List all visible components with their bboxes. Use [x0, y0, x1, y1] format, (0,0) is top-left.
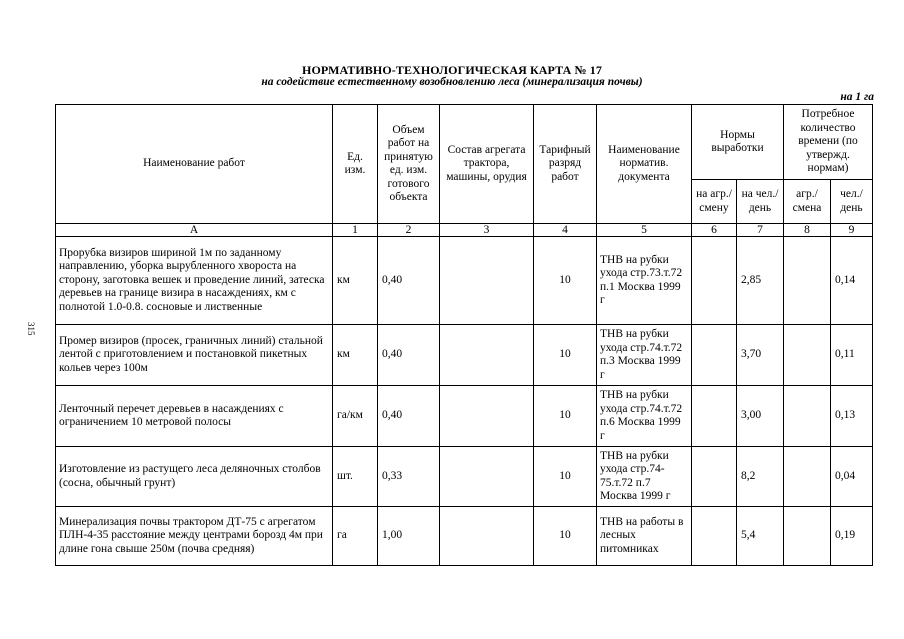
col-header-document: Наименование норматив. документа	[597, 105, 692, 224]
col-header-time: Потребное количество времени (по утвержд. нормам)	[784, 105, 873, 180]
cell-composition	[440, 325, 534, 386]
column-number: А	[56, 224, 333, 237]
cell-unit: га/км	[333, 386, 378, 447]
cell-time-agr	[784, 447, 831, 507]
cell-tariff: 10	[534, 447, 597, 507]
cell-time-man: 0,19	[831, 507, 873, 566]
column-number-row	[56, 224, 873, 237]
cell-document: ТНВ на рубки ухода стр.74.т.72 п.3 Москва 1999 г	[597, 325, 692, 386]
per-unit-label: на 1 га	[840, 91, 874, 103]
column-number: 3	[440, 224, 534, 237]
cell-norm-agr	[692, 507, 737, 566]
cell-volume: 0,40	[378, 237, 440, 325]
column-number: 4	[534, 224, 597, 237]
cell-time-man: 0,11	[831, 325, 873, 386]
cell-work-name: Ленточный перечет деревьев в насаждениях с ограничением 10 метровой полосы	[56, 386, 333, 447]
cell-document: ТНВ на рубки ухода стр.74-75.т.72 п.7 Москва 1999 г	[597, 447, 692, 507]
page-title: НОРМАТИВНО-ТЕХНОЛОГИЧЕСКАЯ КАРТА № 17	[302, 63, 602, 77]
cell-time-agr	[784, 507, 831, 566]
col-header-time-agr: агр./ смена	[784, 180, 831, 224]
cell-norm-man: 5,4	[737, 507, 784, 566]
table-row	[56, 237, 873, 325]
cell-work-name: Изготовление из растущего леса деляночных столбов (сосна, обычный грунт)	[56, 447, 333, 507]
cell-time-man: 0,14	[831, 237, 873, 325]
cell-document: ТНВ на рубки ухода стр.73.т.72 п.1 Москва 1999 г	[597, 237, 692, 325]
col-header-time-man: чел./ день	[831, 180, 873, 224]
cell-norm-agr	[692, 386, 737, 447]
cell-composition	[440, 507, 534, 566]
column-number: 8	[784, 224, 831, 237]
cell-norm-man: 3,00	[737, 386, 784, 447]
cell-volume: 1,00	[378, 507, 440, 566]
col-header-norms-agr: на агр./ смену	[692, 180, 737, 224]
cell-time-agr	[784, 237, 831, 325]
page-subtitle: на содействие естественному возобновлению леса (минерализация почвы)	[261, 76, 643, 88]
header-row	[56, 105, 873, 180]
col-header-composition: Состав агрегата трактора, машины, орудия	[440, 105, 534, 224]
cell-volume: 0,40	[378, 386, 440, 447]
cell-document: ТНВ на работы в лесных питомниках	[597, 507, 692, 566]
cell-unit: га	[333, 507, 378, 566]
cell-tariff: 10	[534, 237, 597, 325]
cell-time-agr	[784, 386, 831, 447]
cell-norm-agr	[692, 325, 737, 386]
cell-composition	[440, 386, 534, 447]
cell-work-name: Минерализация почвы трактором ДТ-75 с агрегатом ПЛН-4-35 расстояние между центрами борозд 4м при длине гона свыше 250м (почва средняя)	[56, 507, 333, 566]
cell-tariff: 10	[534, 507, 597, 566]
cell-volume: 0,33	[378, 447, 440, 507]
cell-time-man: 0,04	[831, 447, 873, 507]
column-number: 7	[737, 224, 784, 237]
col-header-volume: Объем работ на принятую ед. изм. готового объекта	[378, 105, 440, 224]
cell-document: ТНВ на рубки ухода стр.74.т.72 п.6 Москва 1999 г	[597, 386, 692, 447]
table-row	[56, 325, 873, 386]
col-header-norms: Нормы выработки	[692, 105, 784, 180]
cell-composition	[440, 447, 534, 507]
column-number: 9	[831, 224, 873, 237]
col-header-tariff: Тарифный разряд работ	[534, 105, 597, 224]
cell-tariff: 10	[534, 386, 597, 447]
column-number: 6	[692, 224, 737, 237]
table-row	[56, 507, 873, 566]
cell-composition	[440, 237, 534, 325]
col-header-norms-man: на чел./ день	[737, 180, 784, 224]
cell-unit: км	[333, 237, 378, 325]
cell-norm-man: 3,70	[737, 325, 784, 386]
cell-time-agr	[784, 325, 831, 386]
cell-norm-man: 8,2	[737, 447, 784, 507]
norms-table	[55, 104, 873, 566]
table-row	[56, 386, 873, 447]
col-header-unit: Ед. изм.	[333, 105, 378, 224]
table-row	[56, 447, 873, 507]
cell-tariff: 10	[534, 325, 597, 386]
cell-work-name: Промер визиров (просек, граничных линий) стальной лентой с приготовлением и постановкой пикетных кольев через 100м	[56, 325, 333, 386]
cell-work-name: Прорубка визиров шириной 1м по заданному направлению, уборка вырубленного хвороста на сторону, заготовка вешек и проведение линий, затеска деревьев на границе визира в насаждениях, км с полнотой 1.0-0.8. сосновые и лиственные	[56, 237, 333, 325]
cell-norm-agr	[692, 447, 737, 507]
cell-norm-agr	[692, 237, 737, 325]
cell-unit: шт.	[333, 447, 378, 507]
column-number: 1	[333, 224, 378, 237]
column-number: 2	[378, 224, 440, 237]
cell-time-man: 0,13	[831, 386, 873, 447]
page-number: 315	[26, 322, 36, 336]
col-header-name: Наименование работ	[56, 105, 333, 224]
cell-norm-man: 2,85	[737, 237, 784, 325]
cell-volume: 0,40	[378, 325, 440, 386]
cell-unit: км	[333, 325, 378, 386]
column-number: 5	[597, 224, 692, 237]
